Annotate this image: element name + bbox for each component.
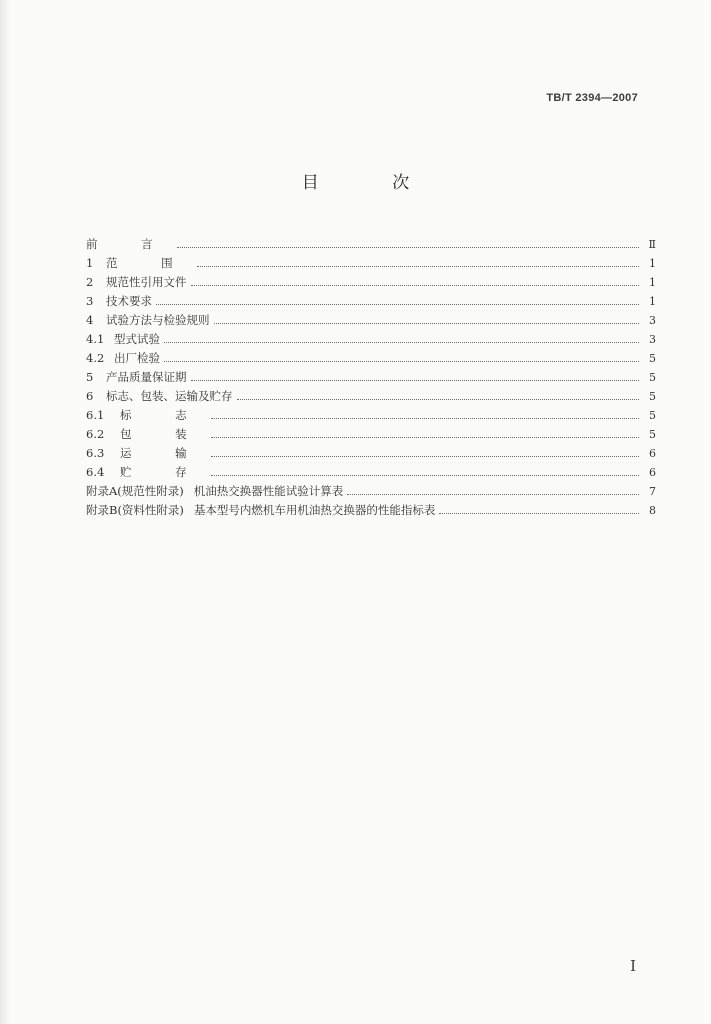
toc-entry-page: 1 (649, 276, 656, 289)
toc-entry-label: 型式试验 (114, 332, 160, 346)
toc-entry-number: 1 (86, 256, 94, 270)
toc-entry-5[interactable] (86, 368, 656, 387)
toc-entry-6-1[interactable] (86, 406, 656, 425)
standard-code: TB/T 2394—2007 (546, 92, 638, 104)
toc-leader-dots (164, 342, 639, 343)
toc-entry-appendix-b[interactable] (86, 501, 656, 520)
toc-entry-number: 6 (86, 389, 94, 403)
toc-entry-number: 6.4 (86, 465, 105, 479)
toc-entry-1[interactable] (86, 254, 656, 273)
toc-entry-3[interactable] (86, 292, 656, 311)
toc-entry-number: 4.1 (86, 332, 105, 346)
toc-entry-page: 5 (649, 390, 656, 403)
toc-entry-number: 附录A(规范性附录) (86, 484, 184, 498)
toc-entry-label: 范 围 (106, 256, 193, 270)
toc-entry-label: 规范性引用文件 (106, 275, 187, 289)
toc-entry-2[interactable] (86, 273, 656, 292)
toc-entry-6[interactable] (86, 387, 656, 406)
toc-entry-number: 2 (86, 275, 94, 289)
toc-leader-dots (211, 418, 639, 419)
scan-edge-shadow (0, 0, 10, 1024)
toc-entry-label: 包 装 (120, 427, 207, 441)
toc-entry-label: 产品质量保证期 (106, 370, 187, 384)
toc-entry-number: 附录B(资料性附录) (86, 503, 184, 517)
toc-entry-4-1[interactable] (86, 330, 656, 349)
toc-entry-appendix-a[interactable] (86, 482, 656, 501)
toc-entry-number: 4.2 (86, 351, 105, 365)
toc-entry-4-2[interactable] (86, 349, 656, 368)
toc-entry-page: 1 (649, 257, 656, 270)
toc-entry-page: 6 (649, 447, 656, 460)
toc-entry-6-2[interactable] (86, 425, 656, 444)
toc-entry-label: 运 输 (120, 446, 207, 460)
toc-entry-page: 5 (649, 371, 656, 384)
toc-entry-page: 3 (649, 333, 656, 346)
toc-entry-6-3[interactable] (86, 444, 656, 463)
toc-entry-number: 6.2 (86, 427, 105, 441)
toc-leader-dots (439, 513, 639, 514)
toc-entry-number: 3 (86, 294, 94, 308)
toc-entry-page: Ⅱ (648, 238, 656, 251)
toc-entry-number: 5 (86, 370, 94, 384)
toc-entry-4[interactable] (86, 311, 656, 330)
toc-leader-dots (214, 323, 640, 324)
toc-leader-dots (156, 304, 639, 305)
toc-entry-label: 出厂检验 (114, 351, 160, 365)
toc-entry-page: 1 (649, 295, 656, 308)
toc-leader-dots (211, 437, 639, 438)
toc-title: 目 次 (301, 173, 444, 193)
toc-leader-dots (211, 475, 639, 476)
toc-entry-number: 6.3 (86, 446, 105, 460)
toc-entry-label: 技术要求 (106, 294, 152, 308)
toc-entry-page: 5 (649, 409, 656, 422)
toc-entry-number: 6.1 (86, 408, 105, 422)
toc-leader-dots (164, 361, 639, 362)
toc-entry-label: 前 言 (86, 237, 173, 251)
toc-entry-number: 4 (86, 313, 94, 327)
toc-leader-dots (191, 380, 640, 381)
toc-entry-label: 标志、包装、运输及贮存 (106, 389, 233, 403)
toc-leader-dots (197, 266, 639, 267)
toc-entry-page: 5 (649, 428, 656, 441)
toc-list (86, 235, 656, 520)
toc-entry-page: 6 (649, 466, 656, 479)
toc-leader-dots (177, 247, 639, 248)
toc-leader-dots (191, 285, 640, 286)
toc-entry-page: 3 (649, 314, 656, 327)
toc-entry-label: 试验方法与检验规则 (106, 313, 210, 327)
toc-entry-label: 机油热交换器性能试验计算表 (193, 484, 344, 498)
toc-entry-page: 7 (649, 485, 656, 498)
page-number: I (630, 957, 636, 975)
toc-leader-dots (237, 399, 640, 400)
toc-entry-label: 贮 存 (120, 465, 207, 479)
toc-entry-label: 基本型号内燃机车用机油热交换器的性能指标表 (193, 503, 436, 517)
toc-entry-page: 5 (649, 352, 656, 365)
toc-entry-label: 标 志 (120, 408, 207, 422)
toc-leader-dots (347, 494, 639, 495)
toc-entry-page: 8 (649, 504, 656, 517)
toc-entry-6-4[interactable] (86, 463, 656, 482)
toc-entry-preface[interactable] (86, 235, 656, 254)
toc-leader-dots (211, 456, 639, 457)
